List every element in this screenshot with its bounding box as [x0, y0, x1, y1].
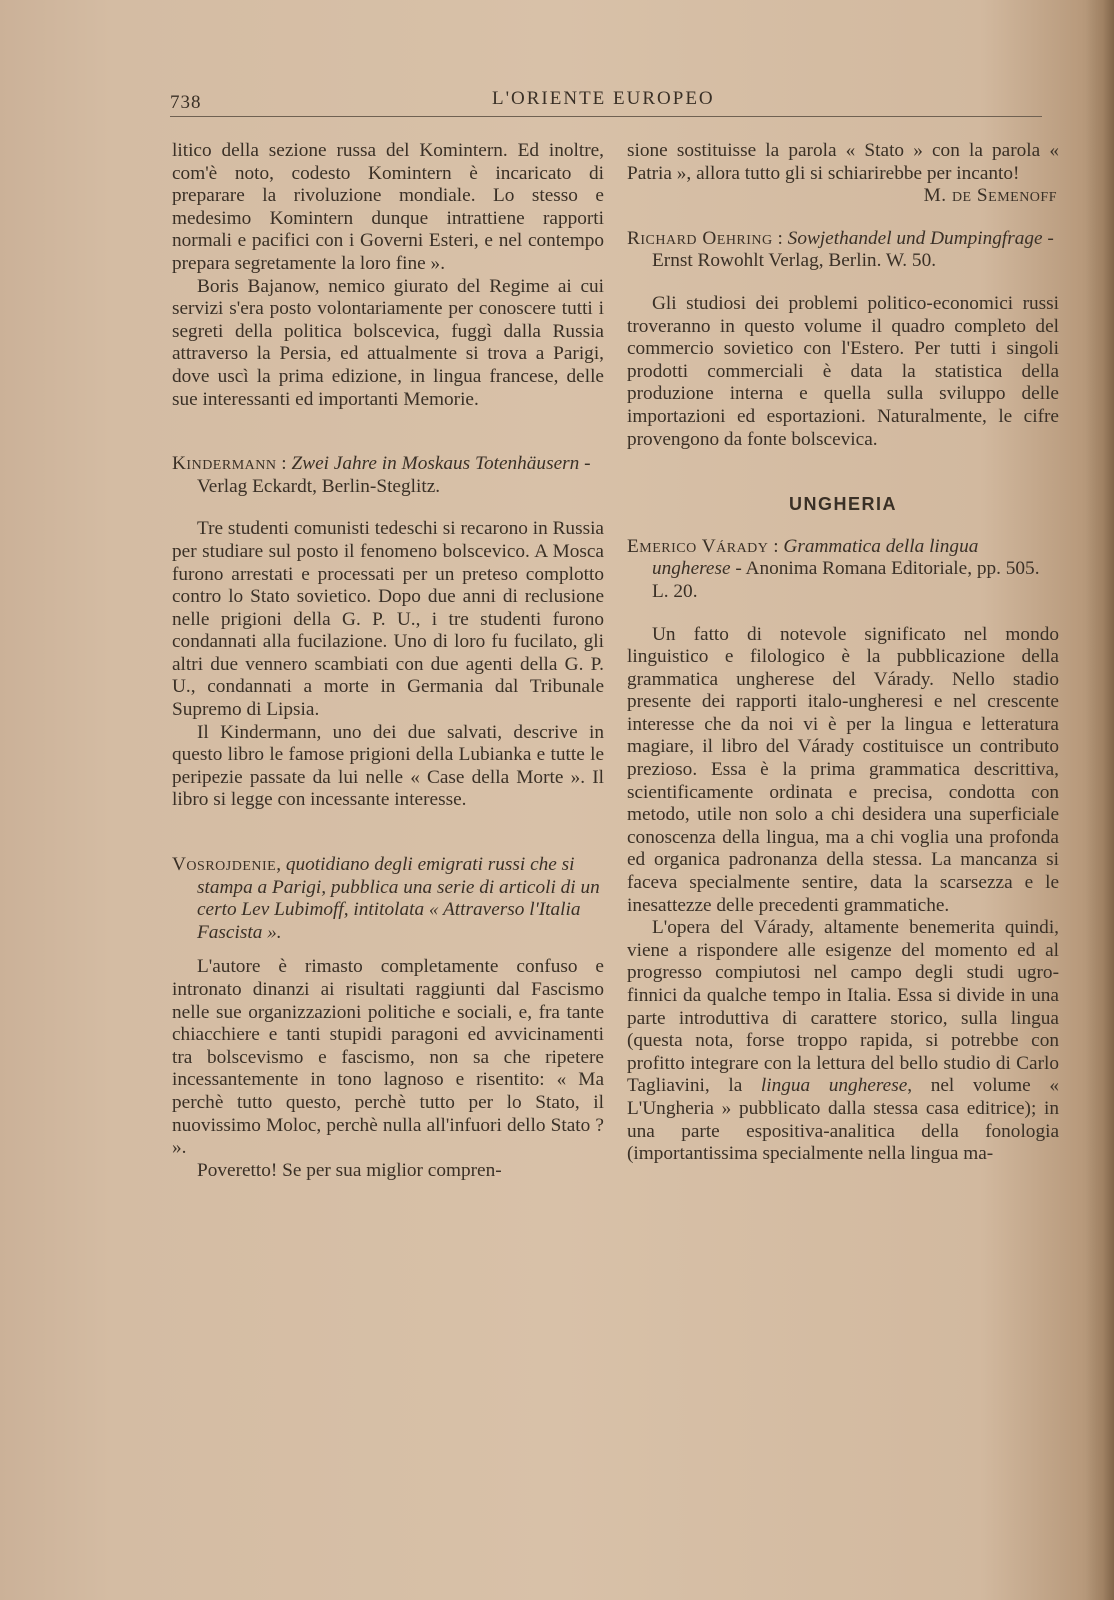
paragraph-opera-varady — [627, 917, 1059, 1166]
review-heading-oehring — [627, 228, 1059, 273]
page-header — [170, 88, 1050, 118]
review-author: Richard Oehring — [627, 227, 773, 249]
review-heading-vosrojdenie — [172, 854, 604, 944]
review-title: Zwei Jahre in Moskaus Totenhäusern — [291, 453, 580, 475]
review-author: Vosrojdenie — [172, 854, 277, 876]
review-author: Emerico Várady — [627, 535, 769, 557]
header-rule — [170, 116, 1042, 117]
review-separator: : — [276, 453, 292, 475]
spacer — [172, 498, 604, 518]
review-publisher: - Anonima Romana Editoriale, pp. 505. L. 20. — [652, 558, 1040, 602]
review-separator: : — [768, 535, 784, 557]
review-publisher: - Ernst Rowohlt Verlag, Berlin. W. 50. — [652, 227, 1054, 272]
review-title: Grammatica della lingua ungherese — [652, 535, 979, 580]
review-heading-varady — [627, 536, 1059, 604]
page-edge-shadow — [1086, 0, 1114, 1600]
paragraph-komintern-continued: litico della sezione russa del Komintern. Ed inoltre, com'è noto, codesto Komintern è incaricato di preparare la rivoluzione mondiale. Lo stesso e medesimo Komintern dunque intrattiene rapporti normali e pacifici con i Governi Esteri, e nel contempo prepara segretamente la loro fine ». — [172, 140, 604, 274]
review-publisher: - Verlag Eckardt, Berlin-Steglitz. — [197, 453, 591, 497]
spacer — [172, 812, 604, 854]
running-head: L'ORIENTE EUROPEO — [492, 88, 715, 109]
review-separator: , — [276, 854, 286, 876]
paragraph-bajanow: Boris Bajanow, nemico giurato del Regime ai cui servizi s'era posto volontariamente per conoscere tutti i segreti della politica bolscevica, fuggì dalla Russia attraverso la Persia, ed attualmente si trova a Parigi, dove uscì la prima edizione, in lingua francese, delle sue interessanti ed importanti Memorie. — [172, 275, 604, 410]
paragraph-patria-continued: sione sostituisse la parola « Stato » con la parola « Patria », allora tutto gli si schiarirebbe per incanto! — [627, 140, 1059, 184]
spacer — [627, 208, 1059, 228]
paragraph-tre-studenti: Tre studenti comunisti tedeschi si recarono in Russia per studiare sul posto il fenomeno bolscevico. A Mosca furono arrestati e processati per un preteso complotto contro lo Stato sovietico. Dopo due anni di reclusione nelle prigioni della G. P. U., i tre studenti furono condannati alla fucilazione. Uno di loro fu fucilato, gli altri due vennero scambiati con due agenti della G. P. U., condannati a morte in Germania dal Tribunale Supremo di Lipsia. — [172, 518, 604, 721]
paragraph-autore: L'autore è rimasto completamente confuso e intronato dinanzi ai risultati raggiunti dal Fascismo nelle sue organizzazioni politiche e sociali, e, fra tante chiacchiere e tanti stupidi paragoni ed avvicinamenti tra bolscevismo e fascismo, non sa che ripetere incessantemente in tono lagnoso e risentito: « Ma perchè tutto questo, perchè tutto per lo Stato, il nuovissimo Moloc, perchè nulla all'infuori dello Stato ? ». — [172, 956, 604, 1159]
paragraph-studiosi: Gli studiosi dei problemi politico-economici russi troveranno in questo volume il quadro completo del commercio sovietico con l'Estero. Per tutti i singoli prodotti commerciali è data la statistica della produzione interna e quella sulla sviluppo delle importazioni ed esportazioni. Naturalmente, le cifre provengono da fonte bolscevica. — [627, 292, 1059, 450]
spacer — [627, 516, 1059, 536]
spacer — [172, 944, 604, 956]
page-number: 738 — [170, 92, 202, 113]
paragraph-kindermann: Il Kindermann, uno dei due salvati, descrive in questo libro le famose prigioni della Lubianka e tutte le peripezie passate da lui nelle « Case della Morte ». Il libro si legge con incessante interesse. — [172, 721, 604, 811]
signature: M. de Semenoff — [923, 185, 1057, 207]
spacer — [627, 273, 1059, 293]
left-column — [172, 140, 604, 1182]
paragraph-italic-title: lingua ungherese — [760, 1075, 908, 1097]
spacer — [627, 604, 1059, 624]
spacer — [172, 411, 604, 453]
paragraph-fatto-notevole: Un fatto di notevole significato nel mondo linguistico e filologico è la pubblicazione della grammatica ungherese del Várady. Nello stadio presente dei rapporti italo-ungheresi e nel crescente interesse che da noi vi è per la lingua e letteratura magiare, il libro del Várady costituisce un contributo prezioso. Essa è la prima grammatica descrittiva, scientificamente ordinata e precisa, condotta con metodo, utile non solo a chi desidera una superficiale conoscenza della lingua, ma a chi voglia una profonda ed organica padronanza della stessa. La mancanza si faceva specialmente sentire, data la scarsezza e le inesattezze delle precedenti grammatiche. — [627, 623, 1059, 916]
review-description: quotidiano degli emigrati russi che si stampa a Parigi, pubblica una serie di articoli di un certo Lev Lubimoff, intitolata « Attraverso l'Italia Fascista ». — [197, 854, 600, 943]
review-separator: : — [772, 227, 788, 249]
right-column — [627, 140, 1059, 1166]
paragraph-poveretto: Poveretto! Se per sua miglior compren- — [197, 1159, 502, 1181]
review-heading-kindermann — [172, 453, 604, 498]
section-title-ungheria: UNGHERIA — [788, 494, 897, 515]
paragraph-text: L'opera del Várady, altamente benemerita quindi, viene a rispondere alle esigenze del momento ed al progresso compiutosi nel campo degli studi ugro-finnici da qualche tempo in Italia. Essa si divide in una parte introduttiva di carattere storico, sulla lingua (questa nota, forse troppo rapida, si potrebbe con profitto integrare con la lettura del bello studio di Carlo Tagliavini, la — [627, 917, 1059, 1097]
spacer — [627, 451, 1059, 493]
review-title: Sowjethandel und Dumpingfrage — [787, 227, 1043, 249]
review-author: Kindermann — [172, 453, 277, 475]
paragraph-text: , nel volume « L'Ungheria » pubblicato dalla stessa casa editrice); in una parte espositiva-analitica della fonologia (importantissima specialmente nella lingua ma- — [627, 1075, 1059, 1165]
